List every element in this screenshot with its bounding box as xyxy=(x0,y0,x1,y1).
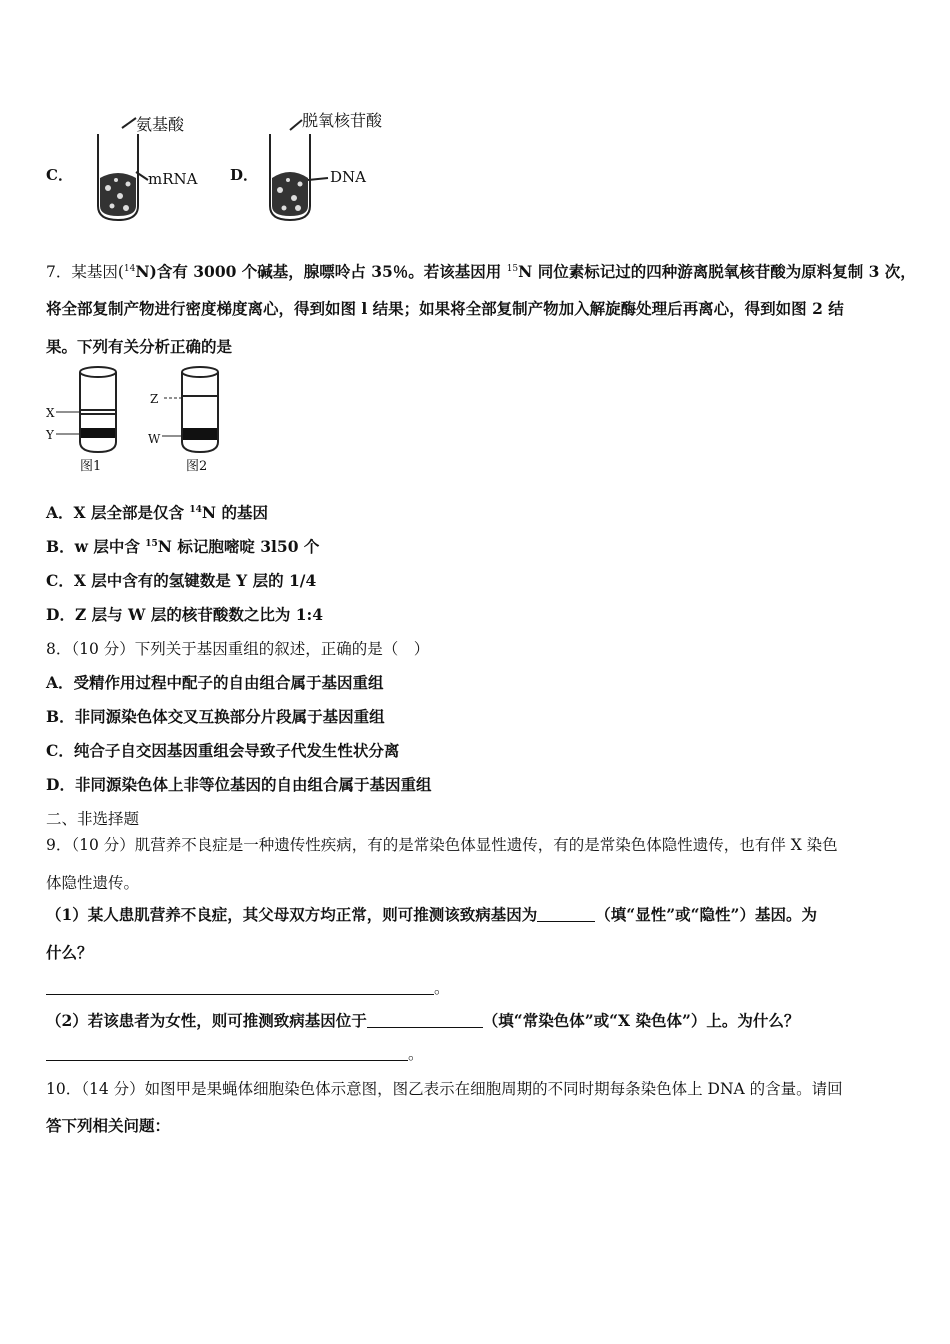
q7-option-c: C．X 层中含有的氢键数是 Y 层的 1/4 xyxy=(46,571,317,590)
q7-option-a: A．X 层全部是仅含 $^{14}$N 的基因 xyxy=(46,503,268,522)
option-d-top-label: 脱氧核苷酸 xyxy=(302,111,383,130)
q7-line1: 7．某基因($^{14}$N)含有 3000 个碱基，腺嘌呤占 35％。若该基因用 $^{15}$N 同位素标记过的四种游离脱氧核苷酸为原料复制 3 次， xyxy=(46,262,916,281)
option-c-letter: C． xyxy=(46,166,73,184)
tube-figure-cd xyxy=(40,108,420,228)
option-d-letter: D． xyxy=(230,166,259,184)
tube-d-contents xyxy=(272,172,308,216)
q9-part2-answer-blank[interactable] xyxy=(46,1045,408,1061)
q9-part1-answer-line: 。 xyxy=(46,978,450,998)
section-heading: 二、非选择题 xyxy=(46,810,140,828)
option-d-side-label: DNA xyxy=(330,168,366,186)
q8-option-d: D．非同源染色体上非等位基因的自由组合属于基因重组 xyxy=(46,775,432,794)
q9-part2: （2）若该患者为女性，则可推测致病基因位于 （填“常染色体”或“X 染色体”）上。为什么？ xyxy=(46,1011,800,1030)
tube-fig1 xyxy=(80,367,116,452)
fig1-band-y xyxy=(81,428,115,438)
option-c-side-label: mRNA xyxy=(148,170,198,188)
fig2-caption: 图2 xyxy=(186,459,208,474)
q7-option-d: D．Z 层与 W 层的核苷酸数之比为 1:4 xyxy=(46,605,324,624)
centrifuge-drawing xyxy=(40,362,240,480)
q7-line3: 果。下列有关分析正确的是 xyxy=(46,337,233,356)
fig2-label-w: W xyxy=(148,432,161,446)
q8-stem: 8．（10 分）下列关于基因重组的叙述，正确的是（ ） xyxy=(46,640,430,658)
tube-c-contents xyxy=(100,173,136,216)
q8-option-b: B．非同源染色体交叉互换部分片段属于基因重组 xyxy=(46,707,385,726)
q9-part1-why: 什么？ xyxy=(46,943,93,962)
option-c-top-label: 氨基酸 xyxy=(136,115,185,134)
q8-option-c: C．纯合子自交因基因重组会导致子代发生性状分离 xyxy=(46,741,400,760)
q9-part2-answer-line: 。 xyxy=(46,1044,424,1064)
q9-part1-blank[interactable] xyxy=(537,906,595,922)
q7-option-b: B．w 层中含 $^{15}$N 标记胞嘧啶 3l50 个 xyxy=(46,537,320,556)
centrifuge-figure xyxy=(40,362,240,480)
fig1-caption: 图1 xyxy=(80,459,102,474)
q9-part1-answer-blank[interactable] xyxy=(46,979,434,995)
q9-stem-line2: 体隐性遗传。 xyxy=(46,874,140,892)
fig2-band-w xyxy=(183,428,217,440)
fig1-label-y: Y xyxy=(46,428,54,442)
fig1-label-x: X xyxy=(46,406,55,420)
q9-stem-line1: 9．（10 分）肌营养不良症是一种遗传性疾病，有的是常染色体显性遗传，有的是常染色体隐性遗传，也有伴 X 染色 xyxy=(46,836,838,854)
q8-option-a: A．受精作用过程中配子的自由组合属于基因重组 xyxy=(46,673,384,692)
q10-stem-line2: 答下列相关问题： xyxy=(46,1116,171,1135)
q9-part1: （1）某人患肌营养不良症，其父母双方均正常，则可推测该致病基因为 （填“显性”或“隐性”）基因。为 xyxy=(46,905,817,924)
q9-part2-blank[interactable] xyxy=(367,1012,483,1028)
q7-line2: 将全部复制产物进行密度梯度离心，得到如图 l 结果；如果将全部复制产物加入解旋酶处理后再离心，得到如图 2 结 xyxy=(46,299,844,318)
q10-stem-line1: 10．（14 分）如图甲是果蝇体细胞染色体示意图，图乙表示在细胞周期的不同时期每条染色体上 DNA 的含量。请回 xyxy=(46,1080,843,1098)
fig2-label-z: Z xyxy=(150,392,159,406)
